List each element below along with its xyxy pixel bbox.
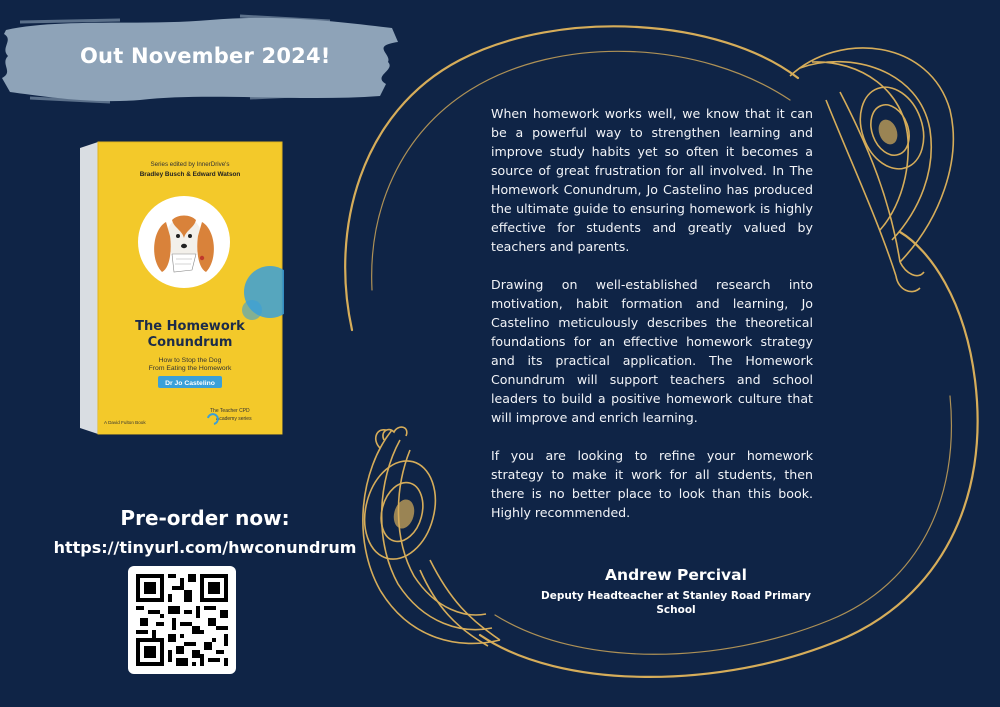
- reviewer-name: Andrew Percival: [605, 566, 747, 584]
- review-paragraph-1: When homework works well, we know that it can be a powerful way to strengthen learning and improve study habits yet so often it becomes a source of great frustration for all involved. In The Homework Conundrum, Jo Castelino has produced the ultimate guide to ensuring homework is highly effective for students and greatly valued by teachers and parents.: [491, 106, 813, 254]
- book-subtitle-line2: From Eating the Homework: [148, 365, 232, 372]
- preorder-link[interactable]: https://tinyurl.com/hwconundrum: [53, 538, 357, 557]
- review-paragraph-3: If you are looking to refine your homework strategy to make it work for all students, then there is no better place to look than this book. Highly recommended.: [491, 448, 813, 520]
- book-series-line2: Bradley Busch & Edward Watson: [139, 171, 241, 178]
- peacock-feather-icon: [790, 48, 953, 292]
- preorder-heading: Pre-order now:: [120, 506, 290, 530]
- book-title-line2: Conundrum: [147, 335, 233, 350]
- release-date-banner: Out November 2024!: [80, 44, 331, 68]
- reviewer-role: Deputy Headteacher at Stanley Road Primary School: [541, 590, 811, 616]
- peacock-feather-icon: [354, 427, 500, 646]
- book-series-line1: Series edited by InnerDrive's: [150, 161, 230, 168]
- review-text: [491, 104, 813, 541]
- book-author: Dr Jo Castelino: [165, 380, 215, 387]
- book-series-name-line1: The Teacher CPD: [210, 408, 250, 414]
- book-title-line1: The Homework: [135, 319, 245, 334]
- review-paragraph-2: Drawing on well-established research into motivation, habit formation and learning, Jo Castelino meticulously describes the theoretical foundations for an effective homework strategy and its practical application. The Homework Conundrum will support teachers and school leaders to build a positive homework culture that will improve and enrich learning.: [491, 277, 813, 425]
- book-series-name-line2: Academy series: [216, 416, 252, 422]
- book-publisher: A David Fulton Book: [104, 420, 146, 425]
- book-subtitle-line1: How to Stop the Dog: [158, 357, 222, 364]
